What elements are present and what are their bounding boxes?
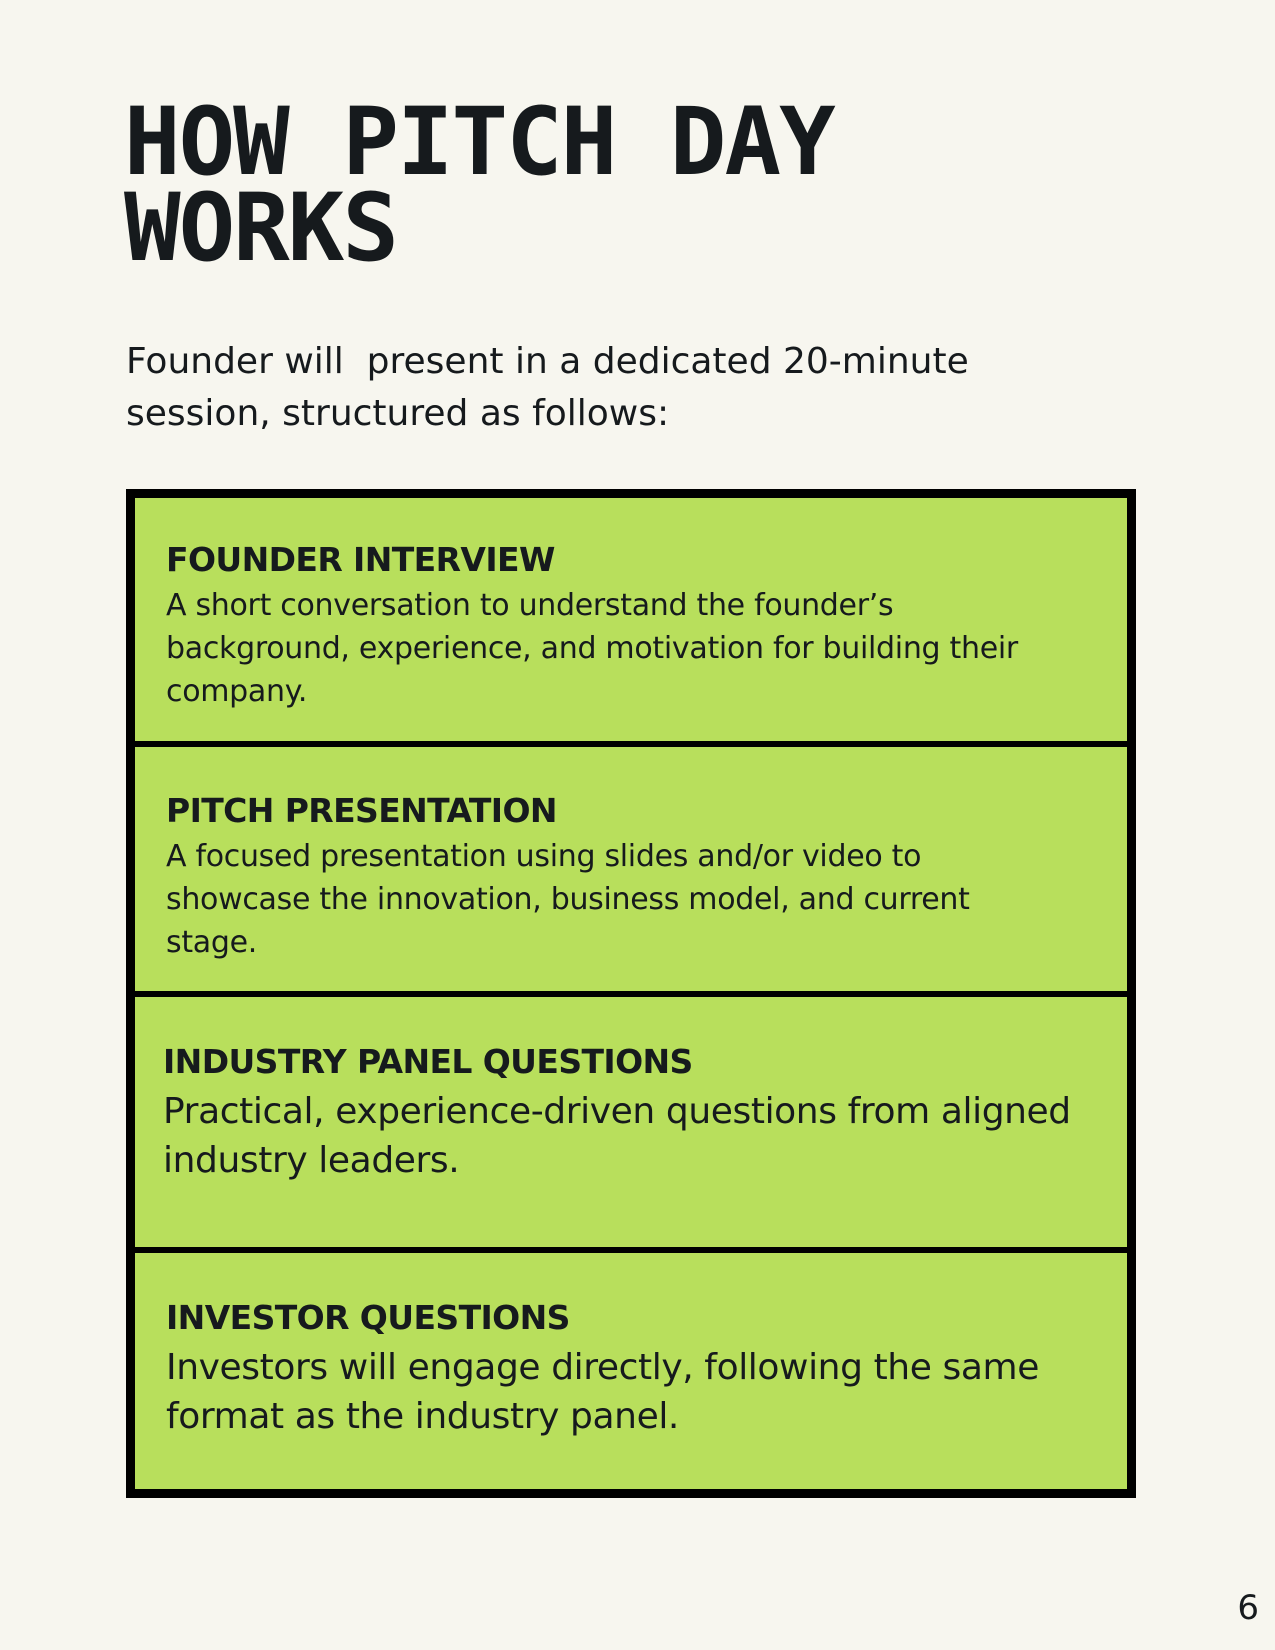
step-description-line: showcase the innovation, business model, and current [166, 882, 970, 917]
intro-paragraph [126, 336, 1086, 440]
step-description-line: A short conversation to understand the founder’s [166, 588, 894, 623]
session-structure-table [126, 489, 1136, 1498]
page-number: 6 [1237, 1588, 1259, 1628]
page-title-line: WORKS [124, 174, 397, 283]
step-description-line: industry leaders. [163, 1140, 460, 1181]
step-description [166, 1343, 1103, 1441]
step-founder-interview [135, 498, 1127, 747]
intro-line: session, structured as follows: [126, 393, 670, 434]
step-description-line: company. [166, 674, 308, 709]
step-title: FOUNDER INTERVIEW [166, 540, 555, 579]
step-title: INVESTOR QUESTIONS [166, 1298, 570, 1337]
step-description-line: stage. [166, 925, 258, 960]
step-industry-panel-questions [135, 997, 1127, 1253]
step-description [163, 1087, 1103, 1185]
step-investor-questions [135, 1253, 1127, 1489]
step-description-line: Practical, experience-driven questions from aligned [163, 1091, 1071, 1132]
step-description-line: format as the industry panel. [166, 1396, 679, 1437]
step-description-line: Investors will engage directly, following the same [166, 1347, 1039, 1388]
step-description-line: A focused presentation using slides and/or video to [166, 839, 922, 874]
page-title-line: HOW PITCH DAY [124, 88, 834, 197]
step-title: INDUSTRY PANEL QUESTIONS [163, 1042, 693, 1081]
step-description-line: background, experience, and motivation for building their [166, 631, 1018, 666]
step-description [166, 584, 1103, 713]
intro-line: Founder will present in a dedicated 20-minute [126, 341, 969, 382]
page-title [124, 88, 1124, 283]
step-pitch-presentation [135, 747, 1127, 997]
step-description [166, 835, 1103, 964]
step-title: PITCH PRESENTATION [166, 791, 557, 830]
